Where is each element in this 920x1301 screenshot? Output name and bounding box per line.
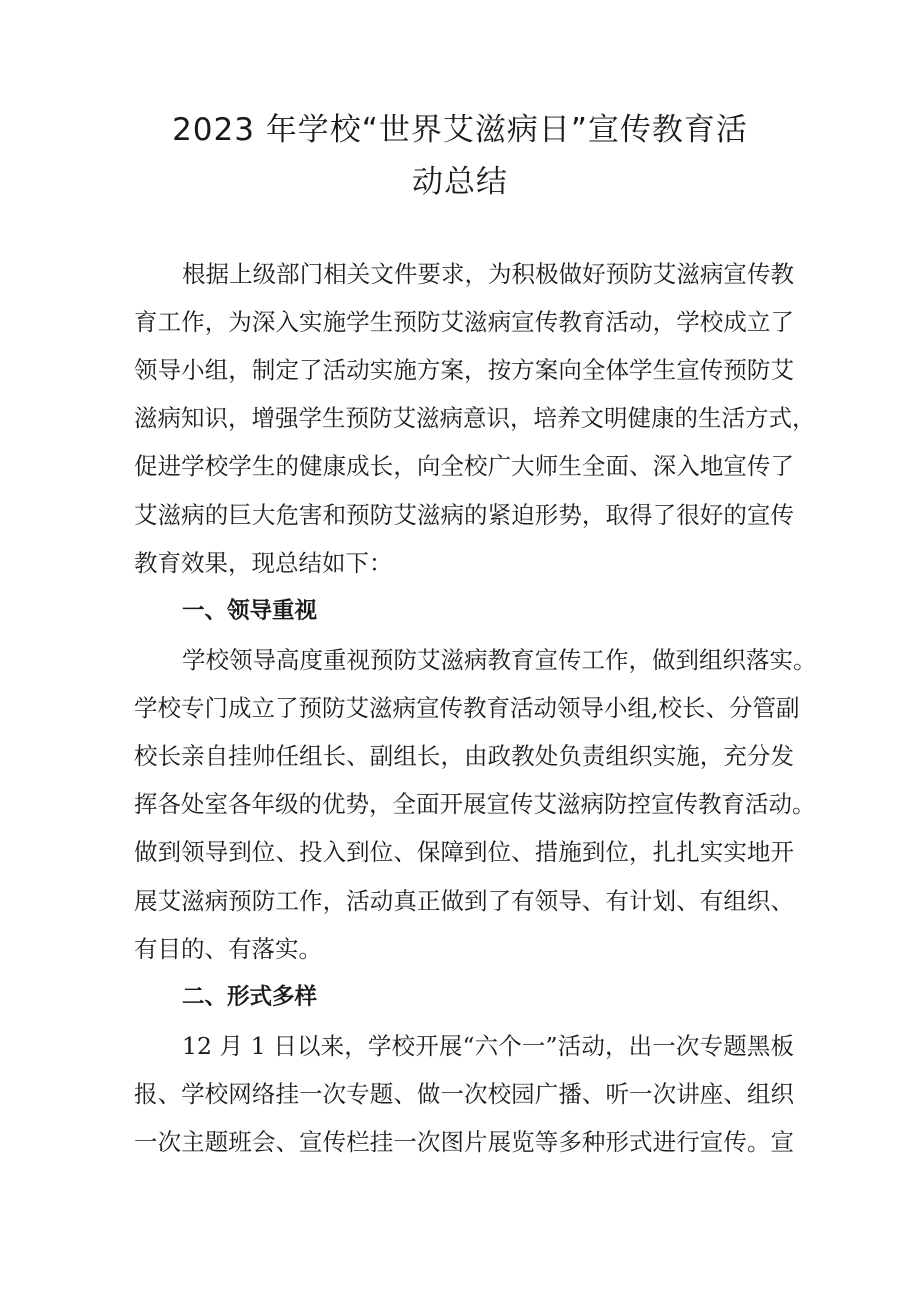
document-title-line-1: 2023 年学校“世界艾滋病日”宣传教育活: [172, 112, 748, 148]
section2-line: 报、学校网络挂一次专题、做一次校园广播、听一次讲座、组织: [134, 1080, 794, 1108]
intro-line: 艾滋病的巨大危害和预防艾滋病的紧迫形势，取得了很好的宣传: [134, 501, 794, 529]
section1-line: 有目的、有落实。: [134, 935, 322, 963]
intro-line: 根据上级部门相关文件要求，为积极做好预防艾滋病宣传教: [182, 260, 794, 288]
section-heading-leadership: 一、领导重视: [182, 598, 318, 624]
section1-line: 学校专门成立了预防艾滋病宣传教育活动领导小组,校长、分管副: [134, 694, 800, 722]
section2-line: 一次主题班会、宣传栏挂一次图片展览等多种形式进行宣传。宣: [134, 1128, 794, 1156]
section-heading-diverse-forms: 二、形式多样: [182, 984, 318, 1010]
intro-line: 促进学校学生的健康成长，向全校广大师生全面、深入地宣传了: [134, 452, 794, 480]
section1-line: 做到领导到位、投入到位、保障到位、措施到位，扎扎实实地开: [134, 838, 794, 866]
intro-line: 育工作，为深入实施学生预防艾滋病宣传教育活动，学校成立了: [134, 308, 794, 336]
intro-line: 教育效果，现总结如下：: [134, 549, 393, 577]
section1-line: 展艾滋病预防工作，活动真正做到了有领导、有计划、有组织、: [134, 887, 794, 915]
intro-line: 领导小组，制定了活动实施方案，按方案向全体学生宣传预防艾: [134, 356, 794, 384]
section1-line: 挥各处室各年级的优势，全面开展宣传艾滋病防控宣传教育活动。: [134, 790, 816, 818]
intro-line: 滋病知识，增强学生预防艾滋病意识，培养文明健康的生活方式，: [134, 404, 816, 432]
document-title-line-2: 动总结: [412, 164, 508, 200]
section1-line: 学校领导高度重视预防艾滋病教育宣传工作，做到组织落实。: [182, 646, 817, 674]
section2-line: 12 月 1 日以来，学校开展“六个一”活动，出一次专题黑板: [182, 1032, 794, 1060]
section1-line: 校长亲自挂帅任组长、副组长，由政教处负责组织实施，充分发: [134, 742, 794, 770]
